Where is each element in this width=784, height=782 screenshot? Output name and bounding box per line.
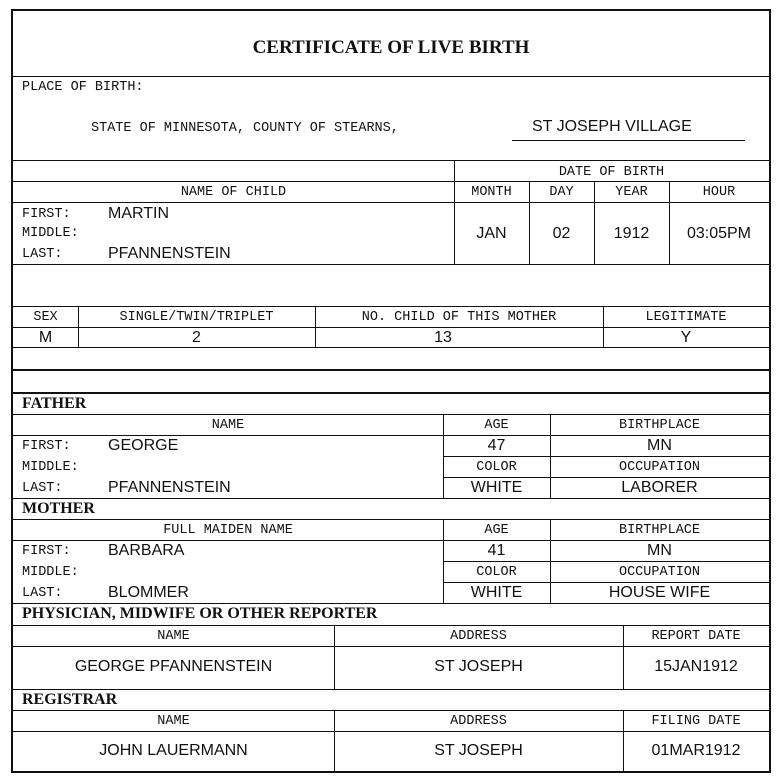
certificate-title: CERTIFICATE OF LIVE BIRTH <box>252 37 530 58</box>
child-last-label: LAST: <box>22 247 63 262</box>
father-color-label: COLOR <box>476 460 517 475</box>
mother-occupation-value: HOUSE WIFE <box>608 584 711 601</box>
divider <box>443 456 769 457</box>
physician-address-value: ST JOSEPH <box>434 658 523 675</box>
divider <box>13 264 769 265</box>
month-label: MONTH <box>471 185 512 200</box>
filing-date-value: 01MAR1912 <box>651 742 741 759</box>
father-last-label: LAST: <box>22 481 63 496</box>
divider <box>13 603 769 604</box>
father-name-header: NAME <box>211 418 245 433</box>
divider <box>13 435 769 436</box>
registrar-section-title: REGISTRAR <box>22 691 118 708</box>
mother-age-label: AGE <box>484 523 509 538</box>
divider <box>529 181 530 264</box>
child-first-label: FIRST: <box>22 207 71 222</box>
divider <box>669 181 670 264</box>
physician-name-label: NAME <box>157 629 190 644</box>
father-section-title: FATHER <box>22 395 87 412</box>
filing-date-label: FILING DATE <box>651 714 741 729</box>
state-county-text: STATE OF MINNESOTA, COUNTY OF STEARNS, <box>91 121 399 136</box>
father-middle-label: MIDDLE: <box>22 460 79 475</box>
mother-color-value: WHITE <box>470 584 523 601</box>
child-middle-label: MIDDLE: <box>22 226 79 241</box>
mother-first-label: FIRST: <box>22 544 71 559</box>
legitimate-value: Y <box>680 329 692 346</box>
hour-label: HOUR <box>702 185 736 200</box>
divider <box>13 540 769 541</box>
divider <box>13 306 769 307</box>
father-last-value: PFANNENSTEIN <box>108 479 231 496</box>
name-of-child-header: NAME OF CHILD <box>180 185 287 200</box>
place-of-birth-label: PLACE OF BIRTH: <box>22 80 144 95</box>
divider <box>13 519 769 520</box>
father-birthplace-value: MN <box>647 437 672 454</box>
physician-address-label: ADDRESS <box>450 629 507 644</box>
father-first-value: GEORGE <box>108 437 179 454</box>
divider <box>443 477 769 478</box>
mother-color-label: COLOR <box>476 565 517 580</box>
physician-name-value: GEORGE PFANNENSTEIN <box>74 658 273 675</box>
divider <box>13 327 769 328</box>
child-number-label: NO. CHILD OF THIS MOTHER <box>361 310 557 325</box>
birth-certificate <box>11 9 771 773</box>
divider <box>13 646 769 647</box>
mother-first-value: BARBARA <box>108 542 185 559</box>
divider <box>13 202 769 203</box>
mother-birthplace-value: MN <box>647 542 672 559</box>
registrar-address-value: ST JOSEPH <box>434 742 523 759</box>
mother-age-value: 41 <box>487 542 506 559</box>
father-age-value: 47 <box>487 437 506 454</box>
father-color-value: WHITE <box>470 479 523 496</box>
registrar-name-label: NAME <box>157 714 190 729</box>
child-number-value: 13 <box>434 329 452 346</box>
report-date-value: 15JAN1912 <box>654 658 738 675</box>
divider <box>443 561 769 562</box>
divider <box>13 710 769 711</box>
divider <box>13 414 769 415</box>
divider <box>13 625 769 626</box>
father-occupation-label: OCCUPATION <box>618 460 700 475</box>
birth-city-value: ST JOSEPH VILLAGE <box>532 118 692 135</box>
divider <box>13 76 769 77</box>
registrar-address-label: ADDRESS <box>450 714 507 729</box>
mother-occupation-label: OCCUPATION <box>618 565 700 580</box>
divider <box>13 347 769 348</box>
physician-section-title: PHYSICIAN, MIDWIFE OR OTHER REPORTER <box>22 605 378 622</box>
father-age-label: AGE <box>484 418 509 433</box>
birth-day-value: 02 <box>552 225 571 242</box>
plurality-label: SINGLE/TWIN/TRIPLET <box>119 310 274 325</box>
city-underline <box>512 140 745 141</box>
plurality-value: 2 <box>192 329 201 346</box>
sex-value: M <box>38 329 53 346</box>
child-last-value: PFANNENSTEIN <box>108 245 231 262</box>
divider <box>13 160 769 161</box>
mother-middle-label: MIDDLE: <box>22 565 79 580</box>
birth-month-value: JAN <box>476 225 507 242</box>
registrar-name-value: JOHN LAUERMANN <box>99 742 248 759</box>
section-separator <box>13 392 769 394</box>
mother-birthplace-label: BIRTHPLACE <box>618 523 700 538</box>
mother-section-title: MOTHER <box>22 500 95 517</box>
mother-last-value: BLOMMER <box>108 584 189 601</box>
father-first-label: FIRST: <box>22 439 71 454</box>
report-date-label: REPORT DATE <box>651 629 741 644</box>
legitimate-label: LEGITIMATE <box>645 310 727 325</box>
divider <box>443 582 769 583</box>
sex-label: SEX <box>33 310 58 325</box>
mother-name-header: FULL MAIDEN NAME <box>163 523 293 538</box>
birth-hour-value: 03:05PM <box>686 225 752 242</box>
mother-last-label: LAST: <box>22 586 63 601</box>
divider <box>594 181 595 264</box>
year-label: YEAR <box>615 185 648 200</box>
divider <box>13 731 769 732</box>
day-label: DAY <box>549 185 574 200</box>
divider <box>13 689 769 690</box>
divider <box>13 498 769 499</box>
father-occupation-value: LABORER <box>621 479 698 496</box>
divider <box>13 181 769 182</box>
date-of-birth-header: DATE OF BIRTH <box>558 165 665 180</box>
child-first-value: MARTIN <box>108 205 170 222</box>
father-birthplace-label: BIRTHPLACE <box>618 418 700 433</box>
section-separator <box>13 369 769 371</box>
birth-year-value: 1912 <box>613 225 650 242</box>
